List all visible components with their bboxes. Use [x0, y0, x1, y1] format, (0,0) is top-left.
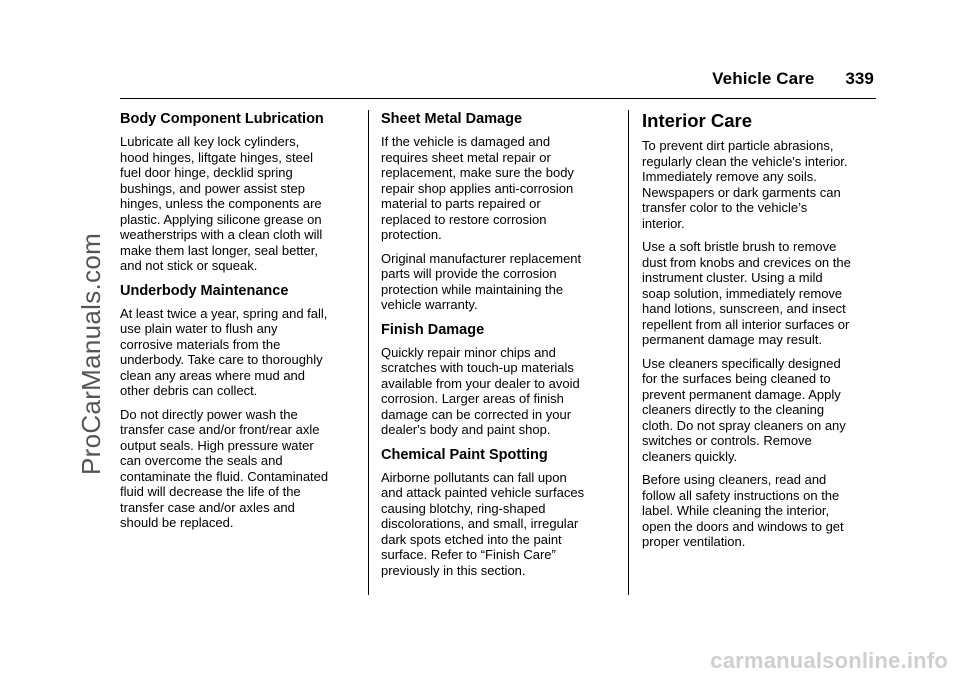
paragraph-sheet-metal-1: If the vehicle is damaged and requires sheet metal repair or replacement, make sure the body repair shop applies anti-corrosion material to parts repaired or replaced to restore corrosion protection.	[381, 134, 574, 242]
heading-interior-care: Interior Care	[642, 110, 753, 131]
column-2	[381, 110, 617, 586]
paragraph-finish-damage: Quickly repair minor chips and scratches with touch-up materials available from your dealer to avoid corrosion. Larger areas of finish damage can be corrected in your dealer's body and paint shop.	[381, 344, 580, 437]
paragraph-chemical-paint-spotting: Airborne pollutants can fall upon and attack painted vehicle surfaces causing blotchy, ring-shaped discolorations, and small, irregular dark spots etched into the paint surface. Refer to “Finish Care” previously in this section.	[381, 469, 585, 578]
column-divider-2	[628, 110, 629, 595]
bottom-watermark: carmanualsonline.info	[710, 648, 948, 673]
paragraph-underbody-1: At least twice a year, spring and fall, use plain water to flush any corrosive materials from the underbody. Take care to thoroughly clean any areas where mud and other debris can collect.	[120, 305, 328, 398]
column-1	[120, 110, 356, 539]
column-3	[642, 110, 878, 558]
running-header	[712, 69, 874, 89]
heading-sheet-metal-damage: Sheet Metal Damage	[381, 111, 523, 127]
heading-chemical-paint-spotting: Chemical Paint Spotting	[381, 446, 548, 463]
paragraph-interior-2: Use a soft bristle brush to remove dust from knobs and crevices on the instrument cluster. Using a mild soap solution, immediately remove hand lotions, sunscreen, and insect repellent from all interior surfaces or permanent damage may result.	[642, 239, 851, 347]
paragraph-sheet-metal-2: Original manufacturer replacement parts will provide the corrosion protection while maintaining the vehicle warranty.	[381, 250, 582, 312]
header-divider	[120, 98, 876, 99]
page-number: 339	[845, 69, 874, 88]
side-watermark: ProCarManuals.com	[76, 232, 106, 475]
paragraph-lubrication: Lubricate all key lock cylinders, hood hinges, liftgate hinges, steel fuel door hinge, decklid spring bushings, and power assist step hinges, unless the components are plastic. Applying silicone grease on weatherstrips with a clean cloth will make them last longer, seal better, and not stick or squeak.	[120, 134, 323, 273]
paragraph-interior-1: To prevent dirt particle abrasions, regularly clean the vehicle's interior. Immediately remove any soils. Newspapers or dark garments can transfer color to the vehicle’s interior.	[642, 138, 848, 231]
heading-finish-damage: Finish Damage	[381, 321, 485, 338]
paragraph-interior-3: Use cleaners specifically designed for the surfaces being cleaned to prevent permanent damage. Apply cleaners directly to the cleaning cloth. Do not spray cleaners on any switches or controls. Remove cleaners quickly.	[642, 355, 846, 464]
paragraph-interior-4: Before using cleaners, read and follow all safety instructions on the label. While cleaning the interior, open the doors and windows to get proper ventilation.	[642, 472, 844, 549]
column-divider-1	[368, 110, 369, 595]
section-title: Vehicle Care	[712, 69, 815, 88]
heading-body-component-lubrication: Body Component Lubrication	[120, 111, 324, 127]
paragraph-underbody-2: Do not directly power wash the transfer case and/or front/rear axle output seals. High pressure water can overcome the seals and contaminate the fluid. Contaminated fluid will decrease the life of the transfer case and/or axles and should be replaced.	[120, 406, 329, 530]
heading-underbody-maintenance: Underbody Maintenance	[120, 282, 289, 299]
